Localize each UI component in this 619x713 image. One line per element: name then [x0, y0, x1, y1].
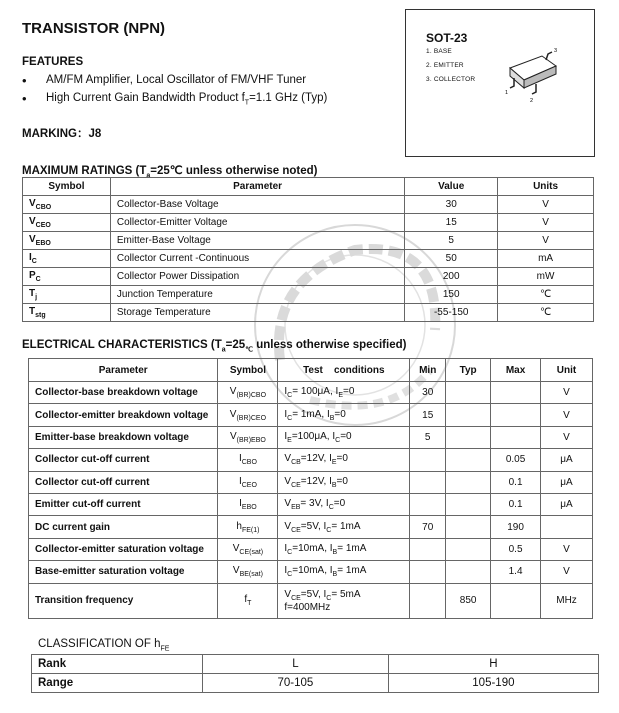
- parameter-cell: Collector Current -Continuous: [110, 250, 404, 268]
- parameter-cell: Collector-Base Voltage: [110, 196, 404, 214]
- range-value: 70-105: [203, 674, 389, 693]
- unit-cell: μA: [541, 493, 593, 515]
- parameter-cell: DC current gain: [29, 516, 218, 538]
- parameter-cell: Collector-Emitter Voltage: [110, 214, 404, 232]
- min-cell: [410, 449, 446, 471]
- parameter-cell: Collector-base breakdown voltage: [29, 382, 218, 404]
- unit-cell: mW: [498, 268, 594, 286]
- condition-cell: $I_C= 100\mu A$, $I_E=0$: [278, 382, 410, 404]
- package-box: [405, 9, 595, 157]
- symbol-cell: $T_j$: [23, 286, 111, 304]
- pin-number-2: 2: [530, 98, 534, 104]
- table-row: [23, 304, 594, 322]
- symbol-cell: $V_{(BR)CEO}$: [218, 404, 278, 426]
- symbol-cell: $V_{EBO}$: [23, 232, 111, 250]
- min-cell: 30: [410, 382, 446, 404]
- condition-cell: $I_E=100\mu A$, $I_C=0$: [278, 426, 410, 448]
- min-cell: 15: [410, 404, 446, 426]
- document-title: TRANSISTOR (NPN): [22, 20, 166, 37]
- table-row: [29, 516, 593, 538]
- min-cell: [410, 471, 446, 493]
- max-cell: 0.05: [491, 449, 541, 471]
- symbol-cell: $T_{stg}$: [23, 304, 111, 322]
- marking-label: MARKING：J8: [22, 128, 102, 140]
- table-row: [29, 404, 593, 426]
- unit-cell: mA: [498, 250, 594, 268]
- value-cell: 50: [405, 250, 498, 268]
- condition-cell: $V_{EB}= 3V$, $I_C=0$: [278, 493, 410, 515]
- unit-cell: V: [541, 426, 593, 448]
- unit-cell: ℃: [498, 286, 594, 304]
- max-cell: [491, 426, 541, 448]
- unit-cell: V: [541, 538, 593, 560]
- bullet-icon: •: [22, 73, 27, 88]
- column-header: Parameter: [110, 178, 404, 196]
- electrical-table: [28, 358, 593, 619]
- unit-cell: MHz: [541, 583, 593, 618]
- table-row: [29, 382, 593, 404]
- unit-cell: V: [498, 196, 594, 214]
- range-value: 105-190: [388, 674, 598, 693]
- symbol-cell: $V_{(BR)CBO}$: [218, 382, 278, 404]
- parameter-cell: Base-emitter saturation voltage: [29, 561, 218, 583]
- table-row: [29, 561, 593, 583]
- classification-heading: CLASSIFICATION OF $h_{FE}$: [38, 638, 170, 653]
- symbol-cell: $P_C$: [23, 268, 111, 286]
- max-cell: [491, 382, 541, 404]
- condition-cell: $V_{CB}=12V$, $I_E=0$: [278, 449, 410, 471]
- parameter-cell: Transition frequency: [29, 583, 218, 618]
- sot23-package-icon: [502, 46, 564, 104]
- max-ratings-table: [22, 177, 594, 322]
- classification-table: [31, 654, 599, 693]
- max-cell: [491, 404, 541, 426]
- value-cell: 15: [405, 214, 498, 232]
- condition-cell: $I_C= 1mA$, $I_B=0$: [278, 404, 410, 426]
- column-header: Symbol: [218, 359, 278, 382]
- max-cell: 0.1: [491, 471, 541, 493]
- value-cell: 30: [405, 196, 498, 214]
- column-header: Value: [405, 178, 498, 196]
- symbol-cell: $V_{CBO}$: [23, 196, 111, 214]
- condition-cell: $V_{CE}=5V$, $I_C= 1mA$: [278, 516, 410, 538]
- table-row: [29, 426, 593, 448]
- rank-value: H: [388, 655, 598, 674]
- min-cell: [410, 583, 446, 618]
- column-header: Symbol: [23, 178, 111, 196]
- unit-cell: ℃: [498, 304, 594, 322]
- pin-label-emitter: 2. EMITTER: [426, 62, 464, 69]
- typ-cell: [446, 404, 491, 426]
- feature-item-1: • AM/FM Amplifier, Local Oscillator of FM/VHF Tuner: [22, 73, 307, 88]
- column-header: Min: [410, 359, 446, 382]
- electrical-heading: ELECTRICAL CHARACTERISTICS ($T_a=25_℃$ unless otherwise specified): [22, 339, 407, 354]
- unit-cell: V: [498, 214, 594, 232]
- max-cell: 0.5: [491, 538, 541, 560]
- max-cell: 190: [491, 516, 541, 538]
- parameter-cell: Collector Power Dissipation: [110, 268, 404, 286]
- pin-number-1: 1: [505, 90, 509, 96]
- table-row: [23, 214, 594, 232]
- unit-cell: V: [541, 382, 593, 404]
- table-row: [29, 583, 593, 618]
- column-header: Unit: [541, 359, 593, 382]
- typ-cell: 850: [446, 583, 491, 618]
- symbol-cell: $V_{(BR)EBO}$: [218, 426, 278, 448]
- range-label: Range: [32, 674, 203, 693]
- min-cell: 70: [410, 516, 446, 538]
- column-header: Parameter: [29, 359, 218, 382]
- table-row: [23, 286, 594, 304]
- symbol-cell: $I_C$: [23, 250, 111, 268]
- parameter-cell: Collector cut-off current: [29, 471, 218, 493]
- parameter-cell: Emitter-base breakdown voltage: [29, 426, 218, 448]
- pin-number-3: 3: [554, 48, 558, 54]
- value-cell: 200: [405, 268, 498, 286]
- unit-cell: μA: [541, 471, 593, 493]
- parameter-cell: Storage Temperature: [110, 304, 404, 322]
- typ-cell: [446, 382, 491, 404]
- typ-cell: [446, 471, 491, 493]
- max-ratings-heading: MAXIMUM RATINGS ($T_a=25℃$ unless otherwise noted): [22, 165, 318, 180]
- parameter-cell: Collector cut-off current: [29, 449, 218, 471]
- condition-cell: $V_{CE}=12V$, $I_B=0$: [278, 471, 410, 493]
- max-cell: [491, 583, 541, 618]
- unit-cell: V: [541, 561, 593, 583]
- column-header: Test conditions: [278, 359, 410, 382]
- package-title: SOT-23: [426, 31, 468, 45]
- table-row: [23, 268, 594, 286]
- feature-item-2: • High Current Gain Bandwidth Product $f_T=1.1$ GHz (Typ): [22, 91, 328, 107]
- rank-value: L: [203, 655, 389, 674]
- min-cell: [410, 561, 446, 583]
- condition-cell: $V_{CE}=5V$, $I_C= 5mA$ f=400MHz: [278, 583, 410, 618]
- parameter-cell: Collector-emitter saturation voltage: [29, 538, 218, 560]
- symbol-cell: $V_{BE(sat)}$: [218, 561, 278, 583]
- features-heading: FEATURES: [22, 56, 84, 68]
- min-cell: [410, 538, 446, 560]
- value-cell: -55-150: [405, 304, 498, 322]
- condition-cell: $I_C=10mA$, $I_B= 1mA$: [278, 538, 410, 560]
- pin-label-base: 1. BASE: [426, 48, 452, 55]
- symbol-cell: $I_{CEO}$: [218, 471, 278, 493]
- symbol-cell: $V_{CEO}$: [23, 214, 111, 232]
- bullet-icon: •: [22, 91, 27, 106]
- max-cell: 0.1: [491, 493, 541, 515]
- table-row: [23, 196, 594, 214]
- unit-cell: μA: [541, 449, 593, 471]
- column-header: Typ: [446, 359, 491, 382]
- min-cell: [410, 493, 446, 515]
- symbol-cell: $I_{CBO}$: [218, 449, 278, 471]
- typ-cell: [446, 426, 491, 448]
- table-row: [29, 471, 593, 493]
- parameter-cell: Emitter-Base Voltage: [110, 232, 404, 250]
- rank-label: Rank: [32, 655, 203, 674]
- min-cell: 5: [410, 426, 446, 448]
- unit-cell: V: [498, 232, 594, 250]
- table-row: [23, 232, 594, 250]
- parameter-cell: Junction Temperature: [110, 286, 404, 304]
- column-header: Units: [498, 178, 594, 196]
- typ-cell: [446, 516, 491, 538]
- unit-cell: [541, 516, 593, 538]
- value-cell: 150: [405, 286, 498, 304]
- condition-cell: $I_C=10mA$, $I_B= 1mA$: [278, 561, 410, 583]
- symbol-cell: $f_T$: [218, 583, 278, 618]
- table-row: [29, 538, 593, 560]
- unit-cell: V: [541, 404, 593, 426]
- parameter-cell: Collector-emitter breakdown voltage: [29, 404, 218, 426]
- typ-cell: [446, 538, 491, 560]
- max-cell: 1.4: [491, 561, 541, 583]
- value-cell: 5: [405, 232, 498, 250]
- typ-cell: [446, 561, 491, 583]
- table-row: [29, 493, 593, 515]
- typ-cell: [446, 449, 491, 471]
- parameter-cell: Emitter cut-off current: [29, 493, 218, 515]
- table-row: [23, 250, 594, 268]
- typ-cell: [446, 493, 491, 515]
- column-header: Max: [491, 359, 541, 382]
- symbol-cell: $I_{EBO}$: [218, 493, 278, 515]
- table-row: [29, 449, 593, 471]
- symbol-cell: $V_{CE(sat)}$: [218, 538, 278, 560]
- pin-label-collector: 3. COLLECTOR: [426, 76, 476, 83]
- symbol-cell: $h_{FE(1)}$: [218, 516, 278, 538]
